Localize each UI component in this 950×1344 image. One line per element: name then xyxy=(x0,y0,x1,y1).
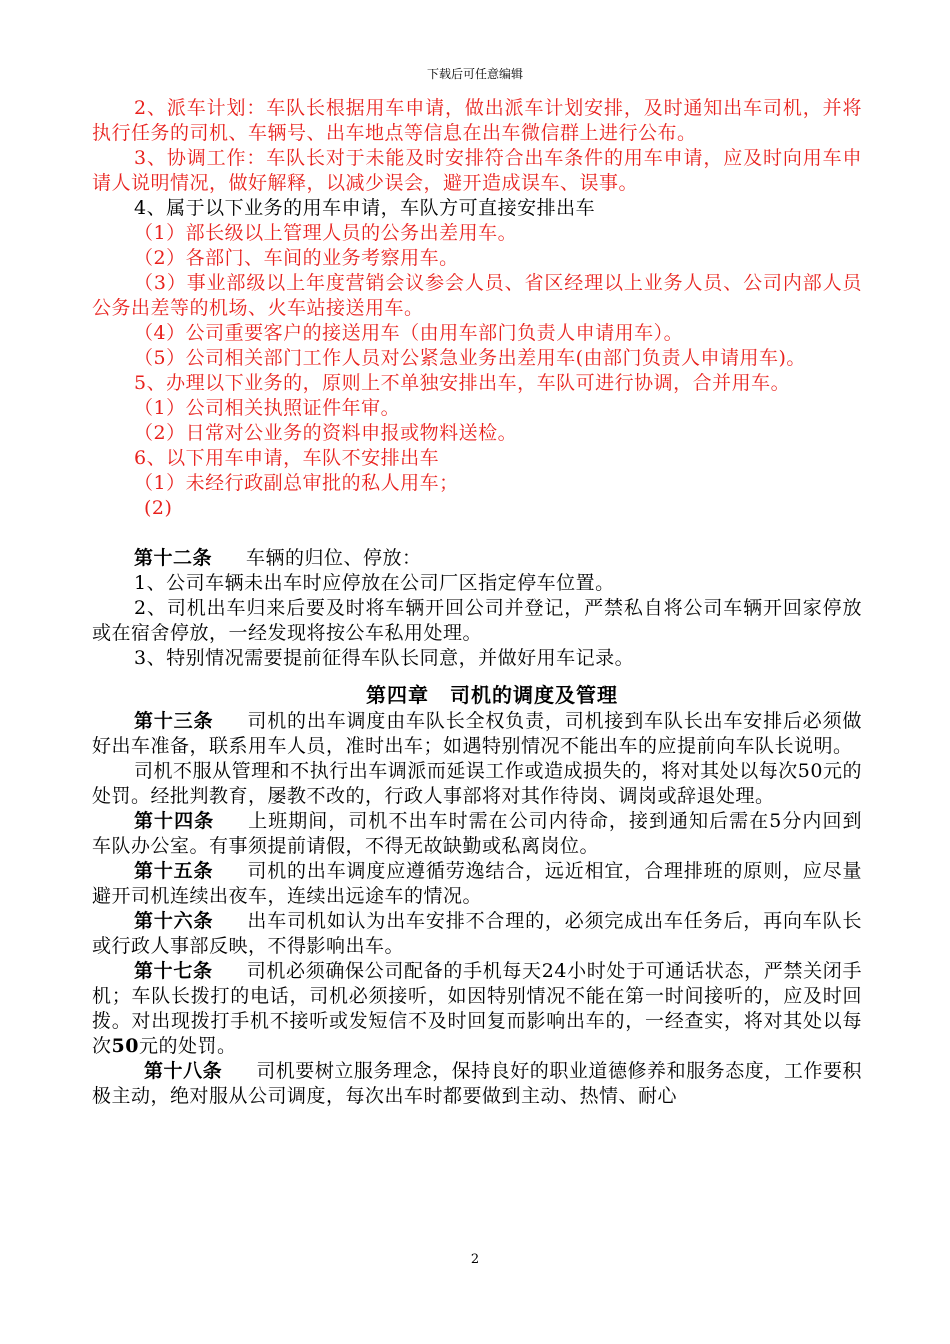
article-12-title: 第十二条 xyxy=(134,547,213,569)
article-15-text: 司机的出车调度应遵循劳逸结合，远近相宜，合理排班的原则，应尽量避开司机连续出夜车，连续出远途车的情况。 xyxy=(92,860,862,907)
article-18 xyxy=(92,1059,862,1109)
article-18-text: 司机要树立服务理念，保持良好的职业道德修养和服务态度，工作要积极主动，绝对服从公司调度，每次出车时都要做到主动、热情、耐心 xyxy=(92,1060,862,1107)
article-17-tail: 元的处罚。 xyxy=(138,1035,237,1057)
article-16-title: 第十六条 xyxy=(134,910,214,932)
article-18-title: 第十八条 xyxy=(144,1060,223,1082)
article-15-title: 第十五条 xyxy=(134,860,214,882)
document-body xyxy=(92,96,862,1109)
article-16-text: 出车司机如认为出车安排不合理的，必须完成出车任务后，再向车队长或行政人事部反映，不得影响出车。 xyxy=(92,910,862,957)
list-item-2-empty: (2) xyxy=(144,497,173,519)
article-17-text: 司机必须确保公司配备的手机每天24小时处于可通话状态，严禁关闭手机；车队长拨打的电话，司机必须接听，如因特别情况不能在第一时间接听的，应及时回拨。对出现拨打手机不接听或发短信不及时回复而影响出车的，一经查实，将对其处以每次 xyxy=(92,960,862,1057)
list-item-material-inspection: （2）日常对公业务的资料申报或物料送检。 xyxy=(134,422,518,444)
article-14-text: 上班期间，司机不出车时需在公司内待命，接到通知后需在5分内回到车队办公室。有事须提前请假，不得无故缺勤或私离岗位。 xyxy=(92,810,862,857)
article-12-item-1: 1、公司车辆未出车时应停放在公司厂区指定停车位置。 xyxy=(134,572,615,594)
article-17-amount: 50 xyxy=(111,1035,139,1057)
list-item-5: （5）公司相关部门工作人员对公紧急业务出差用车(由部门负责人申请用车)。 xyxy=(134,347,806,369)
list-item-2: （2）各部门、车间的业务考察用车。 xyxy=(134,247,459,269)
list-item-1: （1）部长级以上管理人员的公务出差用车。 xyxy=(134,222,518,244)
list-item-private-use: （1）未经行政副总审批的私人用车； xyxy=(134,472,459,494)
article-12-item-3: 3、特别情况需要提前征得车队长同意，并做好用车记录。 xyxy=(134,647,635,669)
paragraph-coordination: 3、协调工作：车队长对于未能及时安排符合出车条件的用车申请，应及时向用车申请人说明情况，做好解释，以减少误会，避开造成误车、误事。 xyxy=(92,147,862,194)
article-12-item-2: 2、司机出车归来后要及时将车辆开回公司并登记，严禁私自将公司车辆开回家停放或在宿舍停放，一经发现将按公车私用处理。 xyxy=(92,597,862,644)
article-17 xyxy=(92,959,862,1059)
paragraph-coordinated-business: 5、办理以下业务的，原则上不单独安排出车，车队可进行协调，合并用车。 xyxy=(134,372,791,394)
list-item-3: （3）事业部级以上年度营销会议参会人员、省区经理以上业务人员、公司内部人员公务出差等的机场、火车站接送用车。 xyxy=(92,272,862,319)
article-12-heading xyxy=(92,546,862,571)
article-14 xyxy=(92,809,862,859)
paragraph-no-dispatch: 6、以下用车申请，车队不安排出车 xyxy=(134,447,440,469)
list-item-4: （4）公司重要客户的接送用车（由用车部门负责人申请用车）。 xyxy=(134,322,684,344)
article-14-title: 第十四条 xyxy=(134,810,215,832)
article-13-penalty: 司机不服从管理和不执行出车调派而延误工作或造成损失的，将对其处以每次50元的处罚。经批判教育，屡教不改的，行政人事部将对其作待岗、调岗或辞退处理。 xyxy=(92,760,862,807)
paragraph-dispatch-plan: 2、派车计划：车队长根据用车申请，做出派车计划安排，及时通知出车司机，并将执行任务的司机、车辆号、出车地点等信息在出车微信群上进行公布。 xyxy=(92,97,862,144)
article-13-title: 第十三条 xyxy=(134,710,214,732)
page-number: 2 xyxy=(470,1252,480,1267)
article-12-text: 车辆的归位、停放： xyxy=(246,547,422,569)
article-15 xyxy=(92,859,862,909)
chapter-4-title: 第四章 司机的调度及管理 xyxy=(366,683,618,707)
list-item-license-review: （1）公司相关执照证件年审。 xyxy=(134,397,401,419)
article-17-title: 第十七条 xyxy=(134,960,213,982)
article-16 xyxy=(92,909,862,959)
article-13-text: 司机的出车调度由车队长全权负责，司机接到车队长出车安排后必须做好出车准备，联系用车人员，准时出车；如遇特别情况不能出车的应提前向车队长说明。 xyxy=(92,710,862,757)
article-13 xyxy=(92,709,862,759)
paragraph-direct-dispatch: 4、属于以下业务的用车申请，车队方可直接安排出车 xyxy=(134,197,596,219)
page-header: 下载后可任意编辑 xyxy=(426,67,523,81)
